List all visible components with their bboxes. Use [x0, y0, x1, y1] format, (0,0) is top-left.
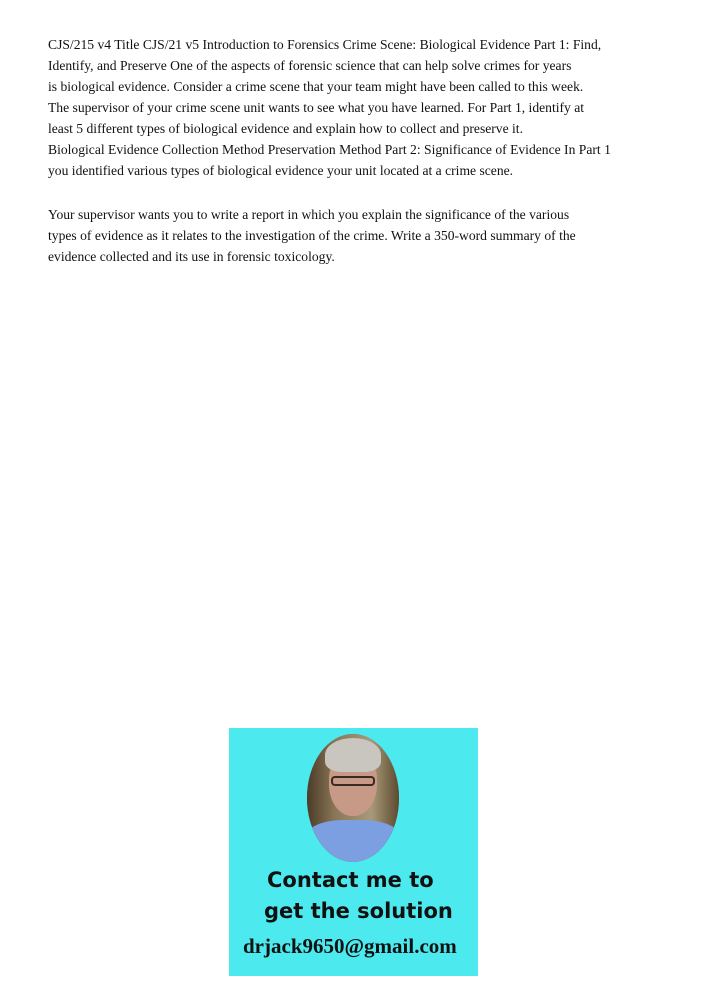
- portrait-photo: [307, 734, 399, 862]
- text-line: The supervisor of your crime scene unit wants to see what you have learned. For Part 1, identify at: [48, 100, 585, 115]
- text-line: CJS/215 v4 Title CJS/21 v5 Introduction to Forensics Crime Scene: Biological Evidence Part 1: Find,: [48, 37, 602, 52]
- text-line: Your supervisor wants you to write a report in which you explain the significance of the various: [48, 207, 570, 222]
- text-line: types of evidence as it relates to the investigation of the crime. Write a 350-word summary of the: [48, 228, 576, 243]
- contact-email: drjack9650@gmail.com: [243, 934, 457, 958]
- text-line: Biological Evidence Collection Method Preservation Method Part 2: Significance of Evidence In Part 1: [48, 142, 611, 157]
- contact-heading-line1: Contact me to: [267, 868, 434, 892]
- paragraph-1: [48, 34, 611, 181]
- text-line: Identify, and Preserve One of the aspects of forensic science that can help solve crimes for years: [48, 58, 572, 73]
- text-line: you identified various types of biological evidence your unit located at a crime scene.: [48, 163, 514, 178]
- text-line: least 5 different types of biological evidence and explain how to collect and preserve it.: [48, 121, 523, 136]
- contact-banner: [229, 728, 478, 976]
- text-line: is biological evidence. Consider a crime scene that your team might have been called to this week.: [48, 79, 584, 94]
- contact-heading-line2: get the solution: [264, 899, 453, 923]
- text-line: evidence collected and its use in forensic toxicology.: [48, 249, 335, 264]
- paragraph-2: [48, 204, 576, 267]
